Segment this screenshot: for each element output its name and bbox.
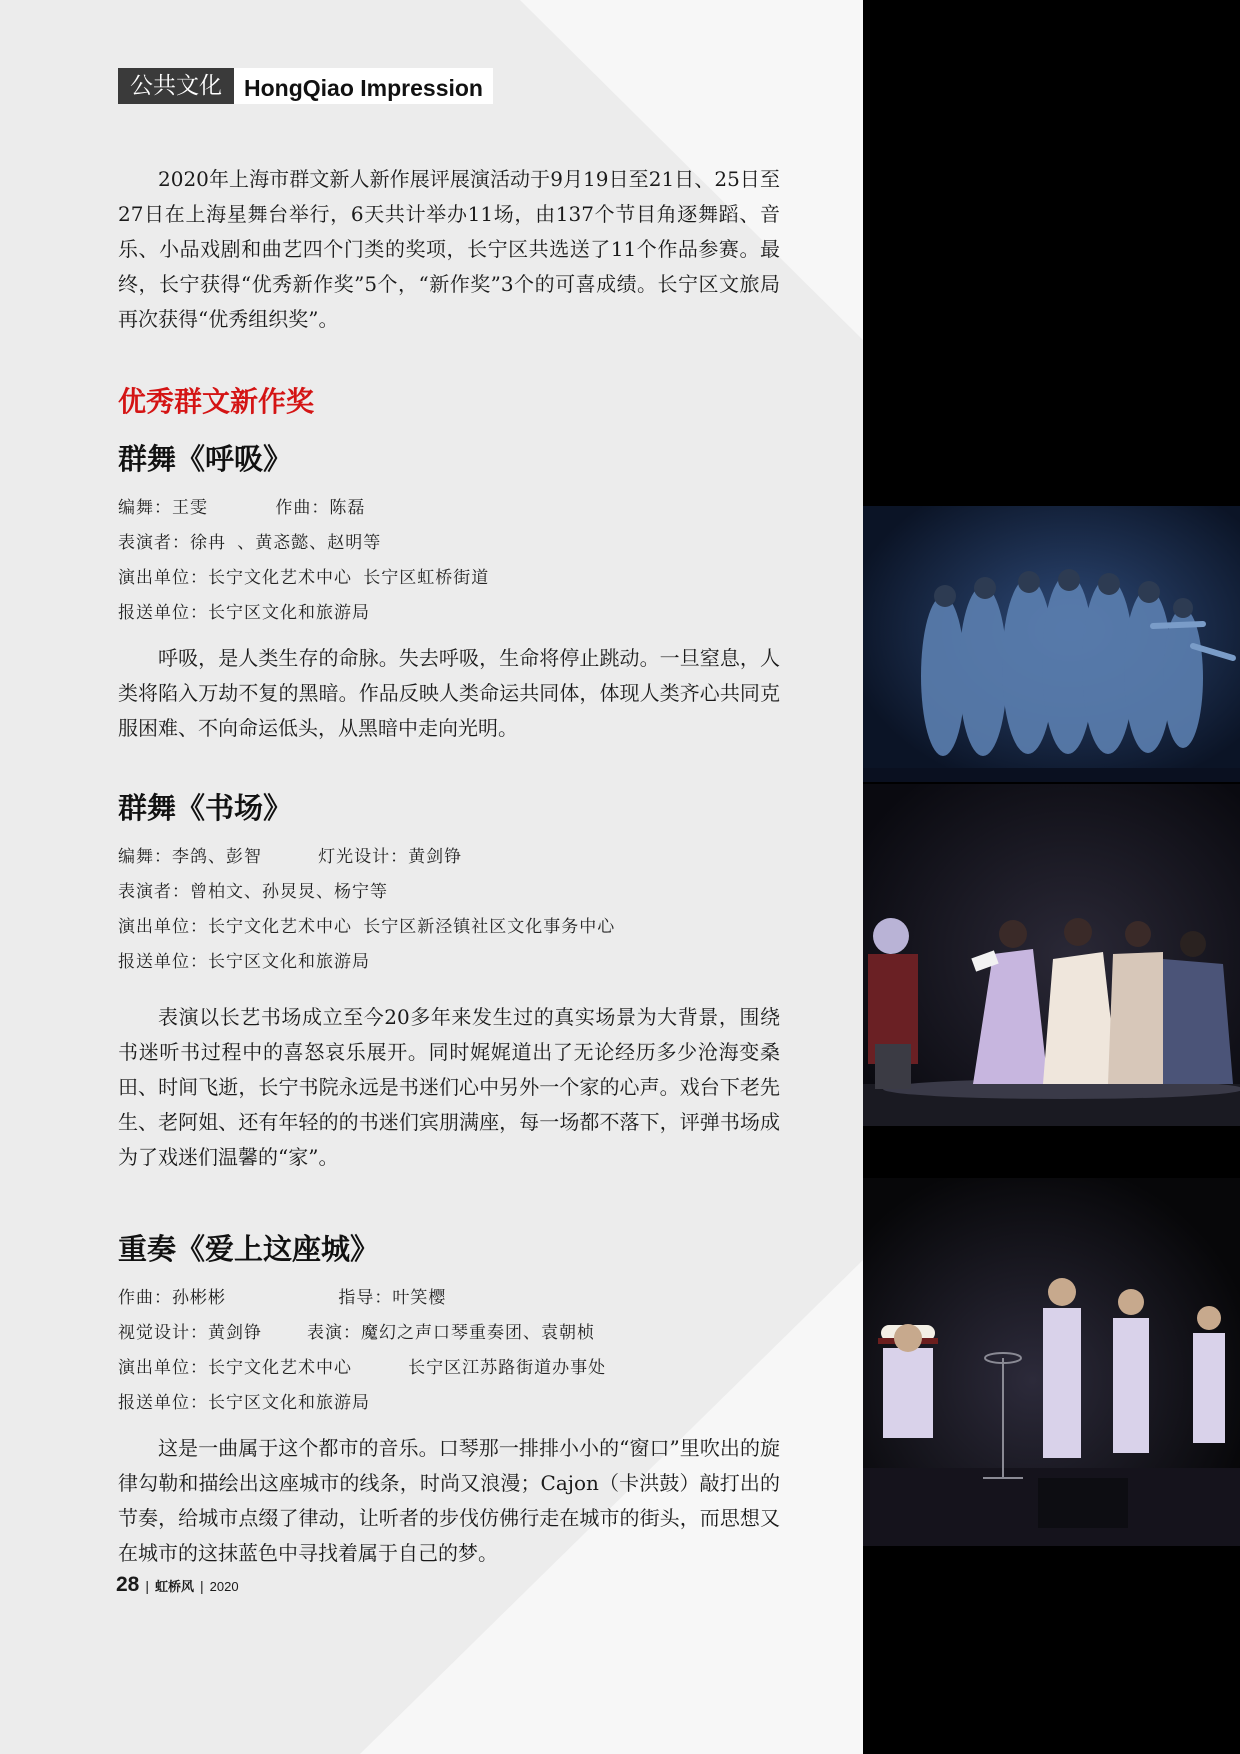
credit-line: 编舞：王雯 作曲：陈磊 xyxy=(118,498,366,518)
work-huxi xyxy=(118,437,780,746)
credit-line: 报送单位：长宁区文化和旅游局 xyxy=(118,1393,370,1413)
work-description: 呼吸，是人类生存的命脉。失去呼吸，生命将停止跳动。一旦窒息，人类将陷入万劫不复的黑暗。作品反映人类命运共同体，体现人类齐心共同克服困难、不向命运低头，从黑暗中走向光明。 xyxy=(118,646,780,740)
page-header xyxy=(118,68,493,104)
work-title: 群舞《书场》 xyxy=(118,791,293,825)
credit-line: 作曲：孙彬彬 指导：叶笑樱 xyxy=(118,1288,447,1308)
credit-line: 报送单位：长宁区文化和旅游局 xyxy=(118,952,370,972)
magazine-title: HongQiao Impression xyxy=(234,68,493,104)
article-body xyxy=(118,162,780,1571)
publication-name: 虹桥风 xyxy=(155,1579,195,1594)
credit-line: 演出单位：长宁文化艺术中心 长宁区新泾镇社区文化事务中心 xyxy=(118,917,616,937)
credit-line: 编舞：李鸽、彭智 灯光设计：黄剑铮 xyxy=(118,847,463,867)
work-description: 表演以长艺书场成立至今20多年来发生过的真实场景为大背景，围绕书迷听书过程中的喜怒哀乐展开。同时娓娓道出了无论经历多少沧海变桑田、时间飞逝，长宁书院永远是书迷们心中另外一个家的心声。戏台下老先生、老阿姐、还有年轻的的书迷们宾朋满座，每一场都不落下，评弹书场成为了戏迷们温馨的“家”。 xyxy=(118,1005,780,1169)
credit-line: 演出单位：长宁文化艺术中心 长宁区虹桥街道 xyxy=(118,568,490,588)
credits-list xyxy=(118,491,780,631)
photo-huxi-group-dance xyxy=(863,506,1240,782)
work-title: 重奏《爱上这座城》 xyxy=(118,1232,380,1266)
credit-line: 表演者：曾柏文、孙炅炅、杨宁等 xyxy=(118,882,388,902)
page-footer xyxy=(116,1573,239,1597)
publication-year: 2020 xyxy=(209,1579,239,1594)
credit-line: 视觉设计：黄剑铮 表演：魔幻之声口琴重奏团、袁朝桢 xyxy=(118,1323,595,1343)
work-title: 群舞《呼吸》 xyxy=(118,442,293,476)
award-heading: 优秀群文新作奖 xyxy=(118,385,315,418)
photo-shuchang-dance xyxy=(863,784,1240,1126)
photo-aishang-ensemble xyxy=(863,1178,1240,1546)
credit-line: 表演者：徐冉 、黄忞懿、赵明等 xyxy=(118,533,382,553)
section-tag: 公共文化 xyxy=(118,68,234,104)
credit-line: 演出单位：长宁文化艺术中心 长宁区江苏路街道办事处 xyxy=(118,1358,607,1378)
work-description: 这是一曲属于这个都市的音乐。口琴那一排排小小的“窗口”里吹出的旋律勾勒和描绘出这座城市的线条，时尚又浪漫；Cajon（卡洪鼓）敲打出的节奏，给城市点缀了律动，让听者的步伐仿佛行走在城市的街头，而思想又在城市的这抹蓝色中寻找着属于自己的梦。 xyxy=(118,1436,780,1565)
page-number: 28 xyxy=(116,1573,140,1596)
credits-list xyxy=(118,840,780,980)
footer-separator: | xyxy=(145,1578,149,1594)
work-aishang xyxy=(118,1227,780,1571)
intro-paragraph: 2020年上海市群文新人新作展评展演活动于9月19日至21日、25日至27日在上海星舞台举行，6天共计举办11场，由137个节目角逐舞蹈、音乐、小品戏剧和曲艺四个门类的奖项，长宁区共选送了11个作品参赛。最终，长宁获得“优秀新作奖”5个，“新作奖”3个的可喜成绩。长宁区文旅局再次获得“优秀组织奖”。 xyxy=(118,167,780,331)
credits-list xyxy=(118,1281,780,1421)
credit-line: 报送单位：长宁区文化和旅游局 xyxy=(118,603,370,623)
footer-separator: | xyxy=(200,1578,204,1594)
work-shuchang xyxy=(118,786,780,1175)
